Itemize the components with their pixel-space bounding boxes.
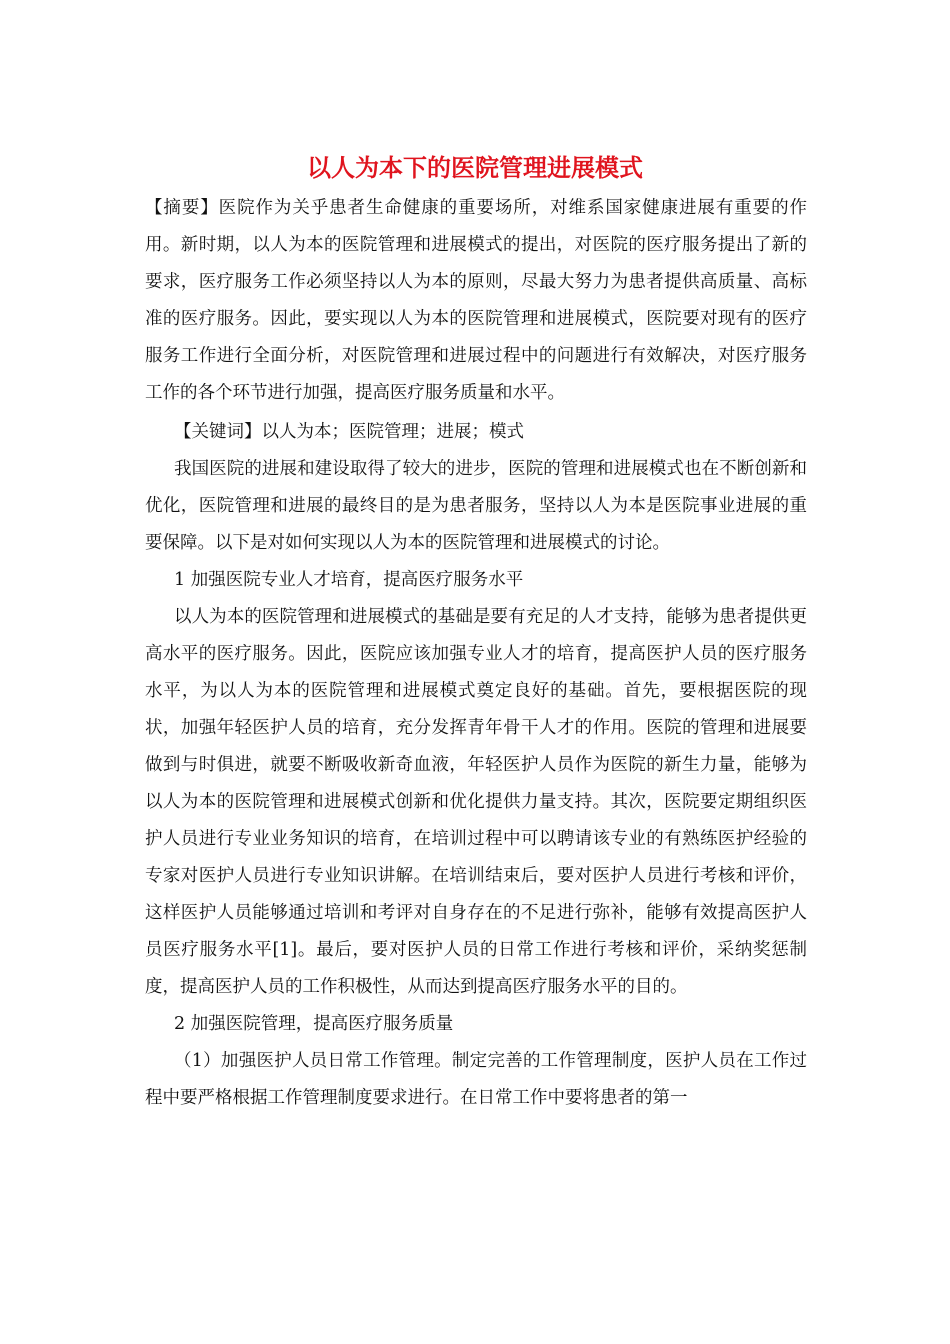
- section-2-paragraph: （1）加强医护人员日常工作管理。制定完善的工作管理制度，医护人员在工作过程中要严格根据工作管理制度要求进行。在日常工作中要将患者的第一: [145, 1051, 807, 1108]
- document-title: 以人为本下的医院管理进展模式: [307, 154, 643, 182]
- section-1-paragraph: 以人为本的医院管理和进展模式的基础是要有充足的人才支持，能够为患者提供更高水平的医疗服务。因此，医院应该加强专业人才的培育，提高医护人员的医疗服务水平，为以人为本的医院管理和进展模式奠定良好的基础。首先，要根据医院的现状，加强年轻医护人员的培育，充分发挥青年骨干人才的作用。医院的管理和进展要做到与时俱进，就要不断吸收新奇血液，年轻医护人员作为医院的新生力量，能够为以人为本的医院管理和进展模式创新和优化提供力量支持。其次，医院要定期组织医护人员进行专业业务知识的培育，在培训过程中可以聘请该专业的有熟练医护经验的专家对医护人员进行专业知识讲解。在培训结束后，要对医护人员进行考核和评价，这样医护人员能够通过培训和考评对自身存在的不足进行弥补，能够有效提高医护人员医疗服务水平[1]。最后，要对医护人员的日常工作进行考核和评价，采纳奖惩制度，提高医护人员的工作积极性，从而达到提高医疗服务水平的目的。: [145, 607, 807, 997]
- section-2-heading: 2 加强医院管理，提高医疗服务质量: [174, 1014, 454, 1034]
- abstract-paragraph: 【摘要】医院作为关乎患者生命健康的重要场所，对维系国家健康进展有重要的作用。新时期，以人为本的医院管理和进展模式的提出，对医院的医疗服务提出了新的要求，医疗服务工作必须坚持以人为本的原则，尽最大努力为患者提供高质量、高标准的医疗服务。因此，要实现以人为本的医院管理和进展模式，医院要对现有的医疗服务工作进行全面分析，对医院管理和进展过程中的问题进行有效解决，对医疗服务工作的各个环节进行加强，提高医疗服务质量和水平。: [145, 198, 807, 403]
- section-1-heading: 1 加强医院专业人才培育，提高医疗服务水平: [174, 570, 524, 590]
- document-body: [145, 190, 807, 1117]
- intro-paragraph: 我国医院的进展和建设取得了较大的进步，医院的管理和进展模式也在不断创新和优化，医院管理和进展的最终目的是为患者服务，坚持以人为本是医院事业进展的重要保障。以下是对如何实现以人为本的医院管理和进展模式的讨论。: [145, 459, 807, 553]
- keywords-paragraph: 【关键词】以人为本；医院管理；进展；模式: [174, 422, 524, 442]
